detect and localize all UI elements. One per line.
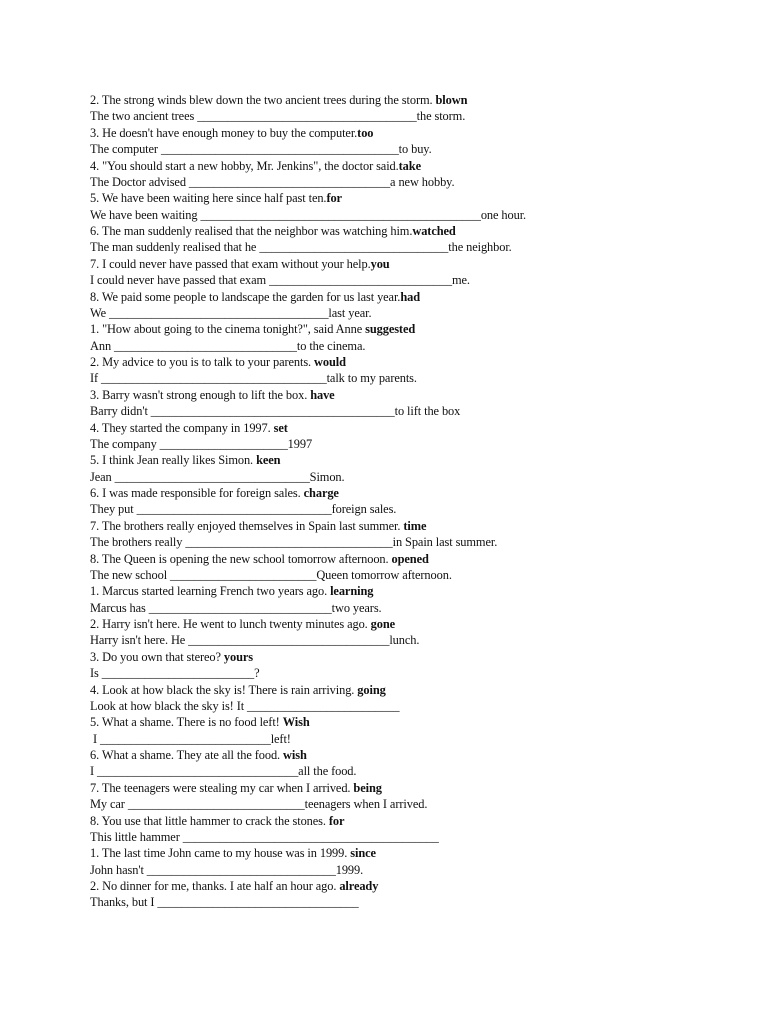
answer-blank-text: I _________________________________all the food.: [90, 764, 357, 779]
keyword: set: [273, 420, 288, 435]
answer-line: [90, 763, 750, 779]
answer-line: [90, 600, 750, 616]
answer-line: [90, 894, 750, 910]
answer-blank-text: Thanks, but I _________________________________: [90, 895, 359, 910]
question-text: 1. "How about going to the cinema tonight?", said Anne: [90, 322, 366, 337]
answer-blank-text: Look at how black the sky is! It _________________________: [90, 698, 400, 713]
answer-line: [90, 207, 750, 223]
answer-blank-text: The computer _______________________________________to buy.: [90, 142, 432, 157]
question-text: 3. Do you own that stereo?: [90, 649, 224, 664]
question-text: 6. The man suddenly realised that the neighbor was watching him.: [90, 224, 413, 238]
answer-blank-text: I ____________________________left!: [90, 731, 291, 746]
keyword: opened: [391, 551, 429, 566]
answer-line: [90, 469, 750, 485]
answer-blank-text: We ____________________________________last year.: [90, 305, 372, 320]
answer-blank-text: Jean ________________________________Simon.: [90, 469, 345, 484]
question-line: [90, 813, 750, 829]
answer-line: [90, 501, 750, 517]
question-line: [90, 485, 750, 501]
keyword: blown: [435, 93, 468, 107]
question-line: [90, 354, 750, 370]
answer-line: [90, 796, 750, 812]
question-text: 2. The strong winds blew down the two ancient trees during the storm.: [90, 93, 436, 107]
answer-blank-text: Marcus has ______________________________two years.: [90, 600, 382, 615]
answer-line: [90, 632, 750, 648]
question-text: 5. We have been waiting here since half past ten.: [90, 191, 327, 206]
answer-blank-text: They put ________________________________foreign sales.: [90, 502, 397, 517]
answer-line: [90, 862, 750, 878]
answer-line: [90, 108, 750, 124]
exercise-sheet: [90, 92, 750, 911]
question-text: 4. They started the company in 1997.: [90, 420, 274, 435]
keyword: have: [310, 387, 335, 402]
answer-blank-text: The company _____________________1997: [90, 436, 313, 451]
answer-blank-text: The Doctor advised _________________________________a new hobby.: [90, 174, 455, 189]
question-text: 8. You use that little hammer to crack the stones.: [90, 813, 329, 828]
question-text: 4. "You should start a new hobby, Mr. Jenkins", the doctor said.: [90, 158, 399, 173]
answer-line: [90, 141, 750, 157]
answer-blank-text: I could never have passed that exam ______________________________me.: [90, 273, 470, 288]
question-line: [90, 714, 750, 730]
answer-blank-text: Barry didn't ________________________________________to lift the box: [90, 404, 461, 419]
question-text: 2. No dinner for me, thanks. I ate half an hour ago.: [90, 879, 340, 893]
answer-blank-text: The man suddenly realised that he _______________________________the neighbor.: [90, 240, 512, 255]
question-text: 7. The teenagers were stealing my car when I arrived.: [90, 780, 354, 795]
question-line: [90, 583, 750, 599]
question-line: [90, 125, 750, 141]
keyword: yours: [223, 649, 254, 664]
question-text: 5. I think Jean really likes Simon.: [90, 453, 257, 468]
answer-blank-text: If _____________________________________talk to my parents.: [90, 371, 417, 386]
keyword: too: [357, 125, 374, 140]
keyword: would: [314, 355, 346, 369]
answer-blank-text: This little hammer __________________________________________: [90, 829, 439, 844]
question-line: [90, 321, 750, 337]
question-line: [90, 452, 750, 468]
keyword: keen: [256, 453, 281, 468]
answer-line: [90, 567, 750, 583]
answer-blank-text: My car _____________________________teenagers when I arrived.: [90, 797, 428, 812]
keyword: learning: [330, 584, 374, 599]
answer-line: [90, 436, 750, 452]
keyword: for: [328, 813, 345, 828]
keyword: charge: [303, 486, 339, 500]
answer-line: [90, 829, 750, 845]
question-line: [90, 256, 750, 272]
keyword: going: [357, 682, 386, 697]
question-line: [90, 747, 750, 763]
question-line: [90, 518, 750, 534]
keyword: for: [326, 191, 342, 206]
question-line: [90, 878, 750, 894]
answer-blank-text: Is _________________________?: [90, 666, 260, 681]
answer-line: [90, 239, 750, 255]
answer-blank-text: The two ancient trees ____________________________________the storm.: [90, 109, 466, 124]
answer-blank-text: Harry isn't here. He _________________________________lunch.: [90, 633, 420, 648]
question-line: [90, 387, 750, 403]
keyword: time: [403, 518, 427, 533]
question-text: 7. I could never have passed that exam without your help.: [90, 256, 371, 271]
question-text: 7. The brothers really enjoyed themselves in Spain last summer.: [90, 518, 404, 533]
question-text: 2. My advice to you is to talk to your parents.: [90, 355, 315, 369]
question-line: [90, 649, 750, 665]
question-line: [90, 190, 750, 206]
question-text: 3. Barry wasn't strong enough to lift the box.: [90, 387, 311, 402]
question-line: [90, 420, 750, 436]
question-line: [90, 780, 750, 796]
answer-blank-text: The new school ________________________Queen tomorrow afternoon.: [90, 567, 452, 582]
answer-blank-text: Ann ______________________________to the cinema.: [90, 338, 366, 353]
answer-line: [90, 403, 750, 419]
answer-line: [90, 731, 750, 747]
keyword: Wish: [282, 715, 310, 730]
answer-blank-text: The brothers really __________________________________in Spain last summer.: [90, 535, 498, 550]
keyword: suggested: [365, 322, 416, 337]
question-line: [90, 682, 750, 698]
question-text: 2. Harry isn't here. He went to lunch twenty minutes ago.: [90, 617, 371, 631]
question-line: [90, 223, 750, 239]
question-text: 8. The Queen is opening the new school tomorrow afternoon.: [90, 551, 392, 566]
answer-blank-text: John hasn't _______________________________1999.: [90, 862, 364, 877]
keyword: being: [353, 780, 382, 795]
answer-line: [90, 174, 750, 190]
question-line: [90, 845, 750, 861]
keyword: you: [370, 256, 390, 271]
question-text: 6. I was made responsible for foreign sales.: [90, 486, 304, 500]
question-line: [90, 289, 750, 305]
question-text: 8. We paid some people to landscape the garden for us last year.: [90, 289, 401, 304]
keyword: watched: [412, 224, 456, 238]
question-text: 5. What a shame. There is no food left!: [90, 715, 283, 730]
answer-blank-text: We have been waiting ______________________________________________one hour.: [90, 207, 527, 222]
question-text: 3. He doesn't have enough money to buy the computer.: [90, 125, 358, 140]
answer-line: [90, 272, 750, 288]
keyword: already: [339, 879, 379, 893]
keyword: wish: [283, 748, 307, 762]
answer-line: [90, 698, 750, 714]
keyword: gone: [370, 617, 396, 631]
keyword: had: [400, 289, 420, 304]
question-text: 1. Marcus started learning French two years ago.: [90, 584, 331, 599]
answer-line: [90, 534, 750, 550]
keyword: take: [398, 158, 421, 173]
question-line: [90, 92, 750, 108]
question-line: [90, 551, 750, 567]
question-line: [90, 158, 750, 174]
question-line: [90, 616, 750, 632]
answer-line: [90, 370, 750, 386]
keyword: since: [350, 846, 376, 861]
answer-line: [90, 338, 750, 354]
question-text: 1. The last time John came to my house was in 1999.: [90, 846, 351, 861]
question-text: 6. What a shame. They ate all the food.: [90, 748, 284, 762]
answer-line: [90, 665, 750, 681]
question-text: 4. Look at how black the sky is! There is rain arriving.: [90, 682, 358, 697]
answer-line: [90, 305, 750, 321]
